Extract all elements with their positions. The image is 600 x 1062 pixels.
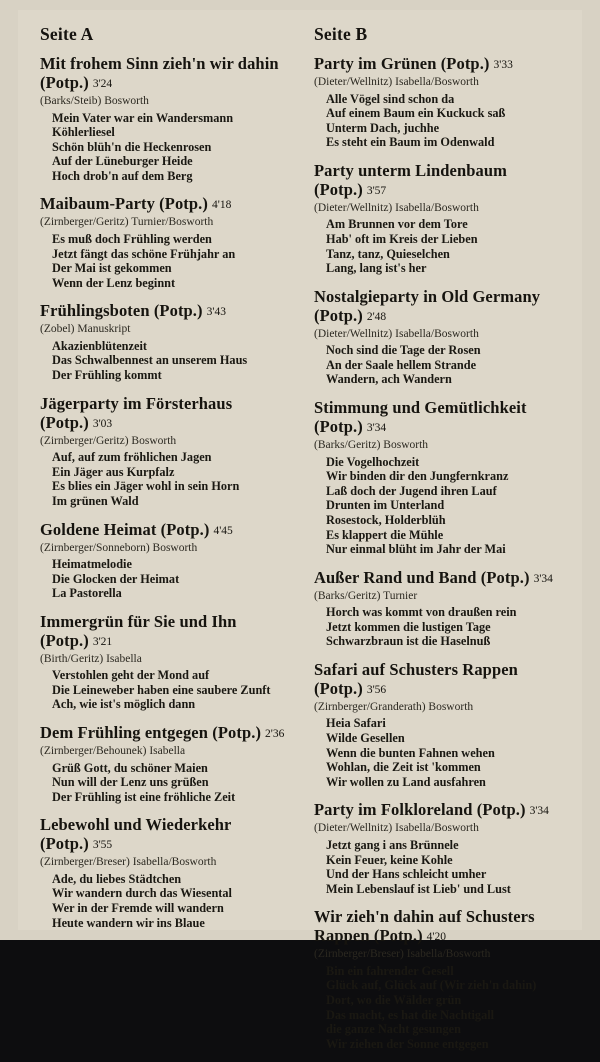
track-credits: (Zirnberger/Behounek) Isabella — [40, 745, 186, 758]
track-credits: (Dieter/Wellnitz) Isabella/Bosworth — [314, 327, 479, 340]
track-entry — [40, 815, 296, 930]
track-entry — [314, 660, 570, 789]
medley-part-list — [314, 605, 570, 649]
track-duration: 3'21 — [92, 635, 113, 648]
side-b-track-list — [314, 54, 570, 1051]
track-credits: (Dieter/Wellnitz) Isabella/Bosworth — [314, 201, 479, 214]
medley-part-list — [314, 343, 570, 387]
medley-part: Ein Jäger aus Kurpfalz — [52, 464, 175, 479]
medley-part: An der Saale hellem Strande — [326, 357, 477, 372]
medley-part-list — [314, 716, 570, 789]
track-entry — [40, 54, 296, 183]
medley-part: Am Brunnen vor dem Tore — [326, 217, 468, 232]
medley-part-list — [40, 557, 296, 601]
medley-part: Wir binden dir den Jungfernkranz — [326, 469, 509, 484]
medley-part: Glück auf, Glück auf (Wir zieh'n dahin) — [326, 978, 537, 993]
tracklist-paper — [18, 10, 582, 1051]
track-title — [40, 301, 296, 322]
medley-part: Der Frühling kommt — [52, 368, 162, 383]
medley-part: Und der Hans schleicht umher — [326, 867, 487, 882]
medley-part: Es muß doch Frühling werden — [52, 231, 212, 246]
medley-part: Verstohlen geht der Mond auf — [52, 668, 210, 683]
medley-part: Jetzt gang i ans Brünnele — [326, 837, 459, 852]
medley-part: Nun will der Lenz uns grüßen — [52, 775, 209, 790]
track-duration: 3'34 — [529, 805, 549, 818]
track-credits: (Dieter/Wellnitz) Isabella/Bosworth — [314, 76, 479, 88]
medley-part: Hoch drob'n auf dem Berg — [52, 168, 193, 183]
medley-part: Auf einem Baum ein Kuckuck saß — [326, 106, 506, 121]
medley-part: die ganze Nacht gesungen — [326, 1022, 461, 1037]
medley-part: Horch was kommt von draußen rein — [326, 605, 517, 620]
track-duration: 2'48 — [366, 310, 387, 323]
track-duration: 2'36 — [265, 728, 285, 741]
medley-part: Auf, auf zum fröhlichen Jagen — [52, 450, 212, 465]
medley-part: Die Leineweber haben eine saubere Zunft — [52, 682, 271, 697]
medley-part: Mein Lebenslauf ist Lieb' und Lust — [326, 881, 511, 896]
track-title-text: Maibaum-Party (Potp.) — [40, 194, 208, 214]
track-entry — [40, 394, 296, 509]
medley-part: Jetzt kommen die lustigen Tage — [326, 619, 491, 634]
medley-part: Nur einmal blüht im Jahr der Mai — [326, 542, 506, 557]
medley-part: Jetzt fängt das schöne Frühjahr an — [52, 246, 236, 261]
medley-part: Unterm Dach, juchhe — [326, 120, 440, 135]
track-title-text: Party im Folkloreland (Potp.) — [314, 800, 526, 820]
medley-part-list — [40, 111, 296, 184]
medley-part: Wer in der Fremde will wandern — [52, 901, 224, 916]
medley-part-list — [40, 668, 296, 712]
track-credits: (Barks/Geritz) Turnier — [314, 589, 418, 602]
medley-part: Kein Feuer, keine Kohle — [326, 852, 453, 867]
track-credits: (Zirnberger/Sonneborn) Bosworth — [40, 541, 198, 554]
medley-part: Wir wandern durch das Wiesental — [52, 886, 232, 901]
medley-part: Es steht ein Baum im Odenwald — [326, 135, 495, 150]
track-credits: (Birth/Geritz) Isabella — [40, 652, 142, 665]
track-title — [40, 723, 296, 744]
medley-part: Wenn die bunten Fahnen wehen — [326, 745, 495, 760]
track-entry — [314, 800, 570, 896]
track-title — [314, 907, 570, 947]
medley-part-list — [40, 232, 296, 290]
track-title-text: Safari auf Schusters Rappen (Potp.) — [314, 659, 518, 698]
medley-part-list — [40, 761, 296, 805]
track-entry — [314, 287, 570, 387]
medley-part-list — [314, 92, 570, 150]
medley-part: Es klappert die Mühle — [326, 527, 444, 542]
medley-part: Köhlerliesel — [52, 125, 115, 140]
track-duration: 3'55 — [92, 839, 113, 852]
medley-part-list — [314, 455, 570, 557]
medley-part: Noch sind die Tage der Rosen — [326, 343, 481, 358]
medley-part-list — [314, 964, 570, 1052]
track-credits: (Dieter/Wellnitz) Isabella/Bosworth — [314, 822, 479, 835]
medley-part: Drunten im Unterland — [326, 498, 445, 513]
medley-part: Ach, wie ist's möglich dann — [52, 697, 196, 712]
medley-part: La Pastorella — [52, 586, 122, 601]
medley-part: Das macht, es hat die Nachtigall — [326, 1007, 495, 1022]
track-entry — [314, 907, 570, 1051]
track-title-text: Dem Frühling entgegen (Potp.) — [40, 723, 262, 743]
track-duration: 3'43 — [206, 306, 226, 319]
medley-part: Der Mai ist gekommen — [52, 261, 172, 276]
track-title — [314, 398, 570, 438]
medley-part: Das Schwalbennest an unserem Haus — [52, 353, 248, 368]
track-title-text: Wir zieh'n dahin auf Schusters Rappen (Potp.) — [314, 907, 535, 946]
medley-part: Heia Safari — [326, 716, 386, 731]
side-a-heading: Seite A — [40, 24, 94, 44]
medley-part: Dort, wo die Wälder grün — [326, 993, 462, 1007]
track-title — [314, 800, 570, 821]
medley-part: Wilde Gesellen — [326, 731, 405, 746]
track-duration: 4'20 — [426, 931, 446, 944]
track-duration: 3'57 — [366, 184, 387, 197]
track-duration: 3'24 — [92, 78, 113, 90]
medley-part: Grüß Gott, du schöner Maien — [52, 760, 208, 775]
track-credits: (Barks/Geritz) Bosworth — [314, 439, 429, 452]
medley-part-list — [40, 872, 296, 930]
track-title — [40, 520, 296, 541]
track-title — [40, 54, 296, 94]
track-title — [40, 815, 296, 855]
medley-part-list — [40, 339, 296, 383]
track-title-text: Immergrün für Sie und Ihn (Potp.) — [40, 611, 237, 650]
track-title — [40, 394, 296, 434]
track-title — [314, 568, 570, 589]
track-title-text: Goldene Heimat (Potp.) — [40, 519, 210, 539]
track-title-text: Mit frohem Sinn zieh'n wir dahin (Potp.) — [40, 54, 279, 92]
side-b-heading: Seite B — [314, 24, 368, 44]
tracklist-columns — [40, 24, 570, 1062]
track-credits: (Zirnberger/Breser) Isabella/Bosworth — [40, 856, 217, 869]
track-duration: 3'34 — [533, 572, 553, 585]
track-title-text: Außer Rand und Band (Potp.) — [314, 567, 530, 587]
track-title-text: Lebewohl und Wiederkehr (Potp.) — [40, 815, 232, 854]
medley-part-list — [314, 217, 570, 275]
medley-part: Heute wandern wir ins Blaue — [52, 915, 205, 930]
medley-part: Bin ein fahrender Gesell — [326, 963, 454, 978]
track-duration: 4'45 — [213, 524, 233, 537]
medley-part: Die Vogelhochzeit — [326, 454, 420, 469]
medley-part: Auf der Lüneburger Heide — [52, 154, 193, 169]
track-credits: (Zirnberger/Breser) Isabella/Bosworth — [314, 948, 491, 961]
track-entry — [314, 161, 570, 276]
medley-part: Wir ziehen der Sonne entgegen — [326, 1036, 489, 1051]
track-entry — [40, 194, 296, 290]
medley-part-list — [40, 450, 296, 508]
track-entry — [314, 54, 570, 150]
medley-part: Lang, lang ist's her — [326, 261, 427, 276]
medley-part: Es blies ein Jäger wohl in sein Horn — [52, 479, 240, 494]
medley-part: Rosestock, Holderblüh — [326, 512, 446, 527]
track-entry — [314, 398, 570, 557]
track-credits: (Barks/Steib) Bosworth — [40, 95, 149, 107]
track-duration: 3'56 — [366, 683, 387, 696]
track-title — [314, 287, 570, 327]
track-entry — [40, 723, 296, 804]
medley-part: Akazienblütenzeit — [52, 338, 147, 353]
track-credits: (Zirnberger/Geritz) Turnier/Bosworth — [40, 216, 214, 229]
medley-part: Heimatmelodie — [52, 557, 132, 571]
track-title-text: Party im Grünen (Potp.) — [314, 54, 490, 73]
track-duration: 4'18 — [212, 199, 232, 212]
track-entry — [40, 301, 296, 382]
medley-part: Die Glocken der Heimat — [52, 571, 180, 586]
medley-part: Wandern, ach Wandern — [326, 372, 452, 387]
medley-part: Tanz, tanz, Quieselchen — [326, 246, 450, 261]
track-entry — [40, 520, 296, 601]
track-duration: 3'03 — [92, 417, 113, 430]
track-credits: (Zirnberger/Geritz) Bosworth — [40, 434, 177, 447]
medley-part: Schwarzbraun ist die Haselnuß — [326, 634, 491, 649]
medley-part: Schön blüh'n die Heckenrosen — [52, 139, 212, 154]
track-credits: (Zirnberger/Granderath) Bosworth — [314, 700, 474, 713]
medley-part: Mein Vater war ein Wandersmann — [52, 110, 234, 125]
medley-part-list — [314, 838, 570, 896]
medley-part: Hab' oft im Kreis der Lieben — [326, 231, 478, 246]
side-a-track-list — [40, 54, 296, 930]
track-title — [314, 660, 570, 700]
medley-part: Alle Vögel sind schon da — [326, 91, 455, 106]
track-title — [40, 194, 296, 215]
medley-part: Wohlan, die Zeit ist 'kommen — [326, 760, 481, 775]
track-title-text: Jägerparty im Försterhaus (Potp.) — [40, 393, 233, 432]
track-duration: 3'33 — [493, 59, 513, 71]
track-title — [314, 161, 570, 201]
medley-part: Wenn der Lenz beginnt — [52, 275, 176, 290]
medley-part: Ade, du liebes Städtchen — [52, 871, 182, 886]
track-title-text: Party unterm Lindenbaum (Potp.) — [314, 160, 507, 199]
medley-part: Wir wollen zu Land ausfahren — [326, 774, 486, 789]
track-entry — [314, 568, 570, 649]
medley-part: Im grünen Wald — [52, 493, 139, 508]
track-duration: 3'34 — [366, 422, 387, 435]
track-title-text: Frühlingsboten (Potp.) — [40, 301, 203, 321]
medley-part: Laß doch der Jugend ihren Lauf — [326, 483, 497, 498]
track-title-text: Nostalgieparty in Old Germany (Potp.) — [314, 286, 541, 325]
side-a-column — [40, 24, 296, 1062]
track-title — [314, 54, 570, 75]
side-b-column — [314, 24, 570, 1062]
medley-part: Der Frühling ist eine fröhliche Zeit — [52, 789, 236, 804]
track-title-text: Stimmung und Gemütlichkeit (Potp.) — [314, 398, 527, 437]
track-entry — [40, 612, 296, 712]
track-title — [40, 612, 296, 652]
track-credits: (Zobel) Manuskript — [40, 323, 131, 336]
